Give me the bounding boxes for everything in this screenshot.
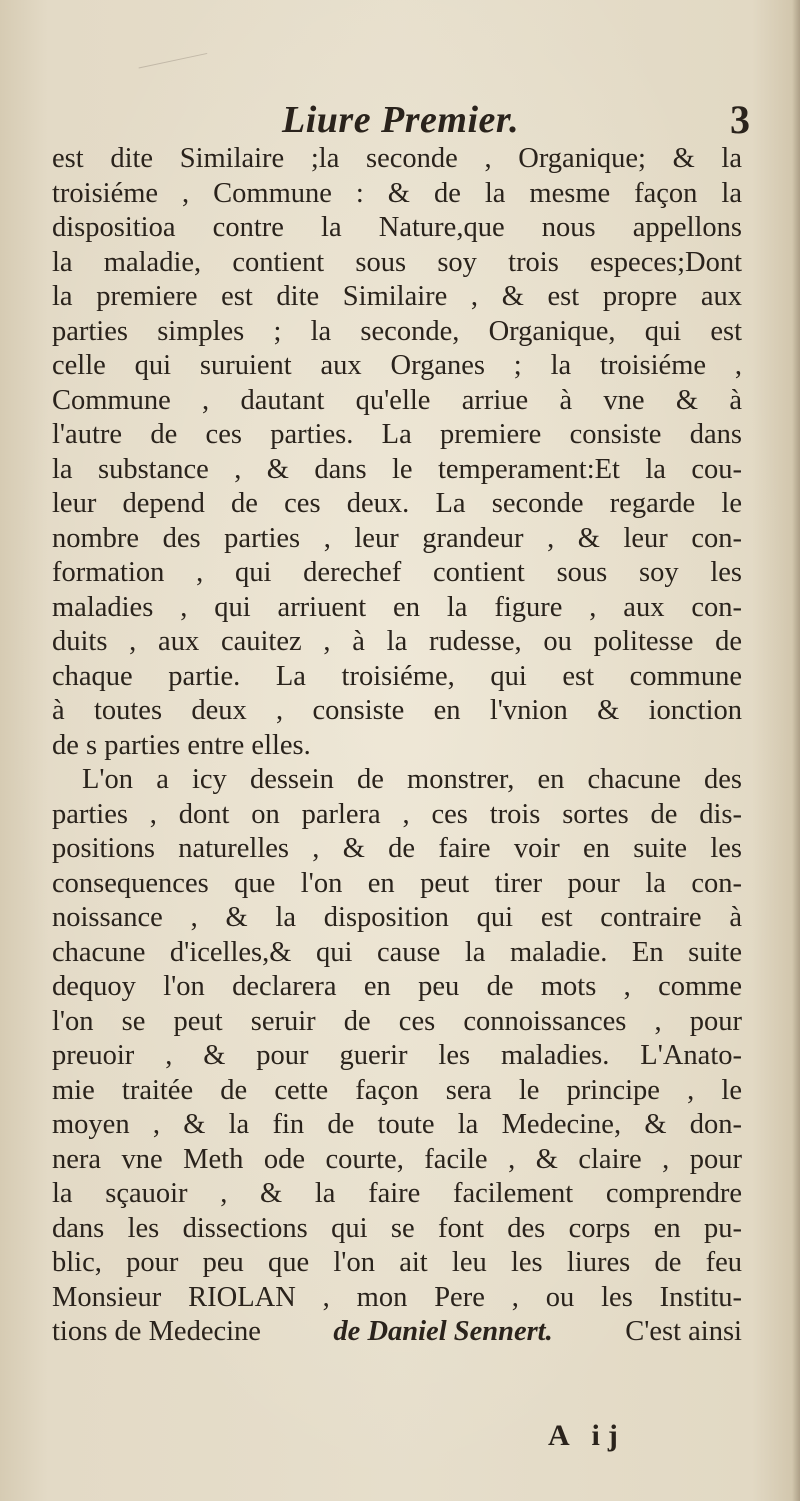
text-line: moyen , & la fin de toute la Medecine, & don- bbox=[52, 1109, 742, 1140]
text-line: nombre des parties , leur grandeur , & leur con- bbox=[52, 522, 742, 554]
text-line: dans les dissections qui se font des corps en pu- bbox=[52, 1212, 742, 1244]
text-line: mie traitée de cette façon sera le principe , le bbox=[52, 1074, 742, 1106]
text-line: L'on a icy dessein de monstrer, en chacune des bbox=[82, 764, 742, 795]
text-line: duits , aux cauitez , à la rudesse, ou politesse de bbox=[52, 626, 742, 657]
text-line: leur depend de ces deux. La seconde regarde le bbox=[52, 488, 742, 519]
text-line: la maladie, contient sous soy trois especes;Dont bbox=[52, 246, 742, 278]
page-header bbox=[60, 98, 750, 148]
text-line: noissance , & la disposition qui est contraire à bbox=[52, 902, 742, 933]
text-line: nera vne Meth ode courte, facile , & claire , pour bbox=[52, 1143, 742, 1175]
paragraph-2 bbox=[52, 763, 742, 1315]
text-line: de s parties entre elles. bbox=[52, 729, 311, 761]
text-line: la premiere est dite Similaire , & est propre aux bbox=[52, 281, 742, 312]
running-title: Liure Premier. bbox=[282, 99, 520, 141]
paragraph-1 bbox=[52, 142, 742, 763]
text-line: consequences que l'on en peut tirer pour la con- bbox=[52, 867, 742, 899]
text-final-after: C'est ainsi bbox=[625, 1316, 742, 1347]
text-line: l'on se peut seruir de ces connoissances , pour bbox=[52, 1005, 742, 1037]
text-line: l'autre de ces parties. La premiere consiste dans bbox=[52, 419, 742, 450]
text-line: preuoir , & pour guerir les maladies. L'Anato- bbox=[52, 1040, 742, 1071]
text-line: blic, pour peu que l'on ait leu les liures de feu bbox=[52, 1247, 742, 1278]
text-line: la substance , & dans le temperament:Et la cou- bbox=[52, 453, 742, 485]
page-number: 3 bbox=[730, 97, 750, 142]
text-line: parties , dont on parlera , ces trois sortes de dis- bbox=[52, 798, 742, 830]
text-final-italic: de Daniel Sennert. bbox=[333, 1316, 553, 1347]
text-line: Commune , dautant qu'elle arriue à vne & à bbox=[52, 384, 742, 416]
text-line-final bbox=[52, 1315, 742, 1350]
text-line: positions naturelles , & de faire voir en suite les bbox=[52, 833, 742, 864]
text-line: formation , qui derechef contient sous soy les bbox=[52, 557, 742, 588]
page-edge-shadow bbox=[792, 0, 800, 1501]
text-line: dispositioa contre la Nature,que nous appellons bbox=[52, 212, 742, 243]
text-line: parties simples ; la seconde, Organique, qui est bbox=[52, 315, 742, 347]
text-line: celle qui suruient aux Organes ; la troisiéme , bbox=[52, 350, 742, 381]
text-line: dequoy l'on declarera en peu de mots , comme bbox=[52, 971, 742, 1002]
text-line: chacune d'icelles,& qui cause la maladie. En suite bbox=[52, 936, 742, 968]
text-line: Monsieur RIOLAN , mon Pere , ou les Institu- bbox=[52, 1281, 742, 1313]
signature-mark: A ij bbox=[548, 1419, 626, 1452]
text-line: est dite Similaire ;la seconde , Organique; & la bbox=[52, 143, 742, 174]
text-line: maladies , qui arriuent en la figure , aux con- bbox=[52, 591, 742, 623]
text-line: la sçauoir , & la faire facilement comprendre bbox=[52, 1178, 742, 1209]
text-line: chaque partie. La troisiéme, qui est commune bbox=[52, 660, 742, 692]
body-text bbox=[52, 142, 742, 1350]
text-line: troisiéme , Commune : & de la mesme façon la bbox=[52, 177, 742, 209]
ink-smudge bbox=[139, 53, 212, 88]
text-line: à toutes deux , consiste en l'vnion & ionction bbox=[52, 695, 742, 726]
text-final-before: tions de Medecine bbox=[52, 1316, 261, 1347]
